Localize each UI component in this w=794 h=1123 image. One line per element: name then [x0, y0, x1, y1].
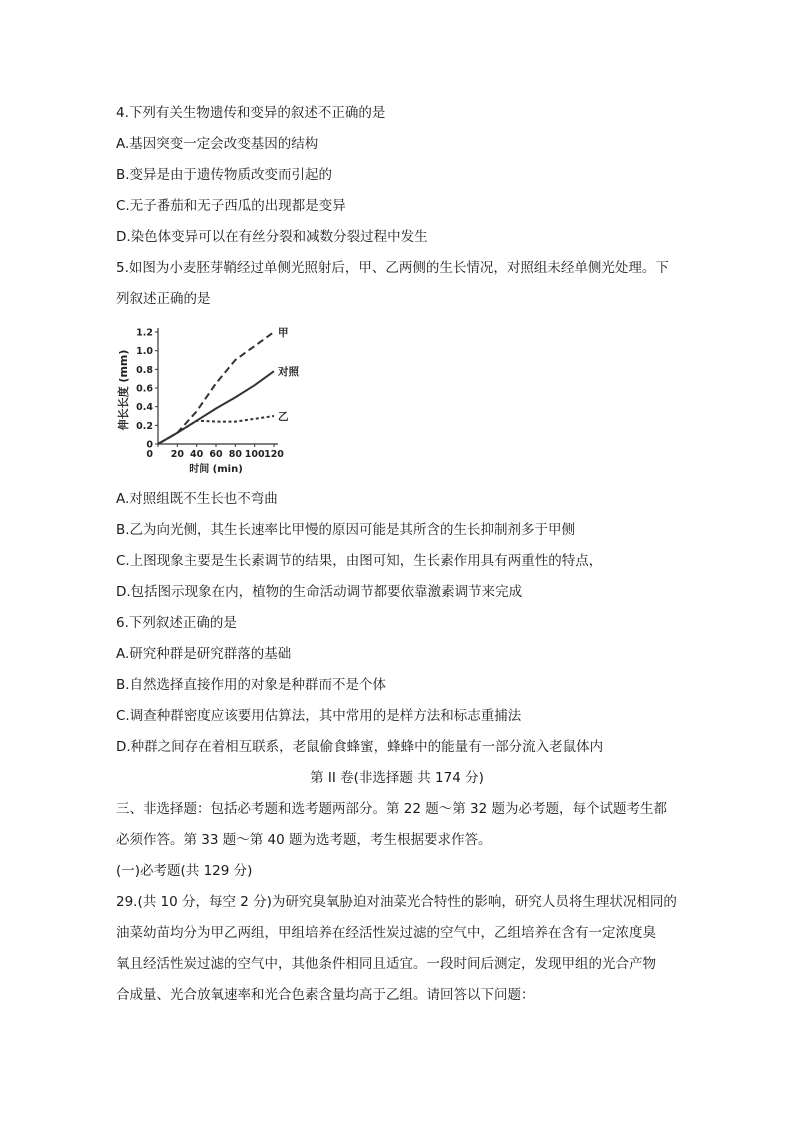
y-tick-label: 0.2 — [136, 420, 153, 432]
q5-option-b: B.乙为向光侧，其生长速率比甲慢的原因可能是其所含的生长抑制剂多于甲侧 — [116, 522, 576, 538]
y-tick-label: 0.8 — [136, 364, 153, 376]
section-heading: (一)必考题(共 129 分) — [116, 863, 253, 879]
x-tick-label: 80 — [228, 449, 242, 460]
part2-intro-line2: 必须作答。第 33 题～第 40 题为选考题，考生根据要求作答。 — [116, 832, 492, 848]
q4-stem: 4.下列有关生物遗传和变异的叙述不正确的是 — [116, 105, 386, 121]
q4-option-d: D.染色体变异可以在有丝分裂和减数分裂过程中发生 — [116, 229, 428, 245]
q6-option-a: A.研究种群是研究群落的基础 — [116, 646, 292, 662]
q5-option-a: A.对照组既不生长也不弯曲 — [116, 491, 278, 507]
q5-stem-line1: 5.如图为小麦胚芽鞘经过单侧光照射后，甲、乙两侧的生长情况，对照组未经单侧光处理。下 — [116, 260, 669, 276]
origin-label: 0 — [146, 449, 153, 460]
y-axis-label: 伸长长度 (mm) — [117, 349, 130, 431]
y-tick-label: 0 — [146, 439, 153, 451]
x-tick-label: 40 — [190, 449, 204, 460]
q5-stem-line2: 列叙述正确的是 — [116, 291, 211, 307]
x-tick-label: 100 — [244, 449, 265, 460]
q29-line2: 油菜幼苗均分为甲乙两组，甲组培养在经活性炭过滤的空气中，乙组培养在含有一定浓度臭 — [116, 925, 656, 941]
x-tick-label: 60 — [209, 449, 223, 460]
series-line — [158, 332, 274, 444]
q29-line3: 氧且经活性炭过滤的空气中，其他条件相同且适宜。一段时间后测定，发现甲组的光合产物 — [116, 956, 656, 972]
q29-line4: 合成量、光合放氧速率和光合色素含量均高于乙组。请回答以下问题： — [116, 987, 535, 1003]
part2-title: 第 II 卷(非选择题 共 174 分) — [310, 770, 484, 786]
q4-option-b: B.变异是由于遗传物质改变而引起的 — [116, 167, 333, 183]
y-tick-label: 1.0 — [136, 346, 153, 358]
q29-line1: 29.(共 10 分，每空 2 分)为研究臭氧胁迫对油菜光合特性的影响，研究人员将生理状况相同的 — [116, 894, 677, 910]
y-tick-label: 0.4 — [136, 402, 153, 414]
q5-option-c: C.上图现象主要是生长素调节的结果，由图可知，生长素作用具有两重性的特点， — [116, 553, 603, 569]
q6-option-b: B.自然选择直接作用的对象是种群而不是个体 — [116, 677, 387, 693]
y-tick-label: 0.6 — [136, 383, 153, 395]
series-line — [158, 371, 274, 444]
x-tick-label: 20 — [170, 449, 184, 460]
q6-option-d: D.种群之间存在着相互联系，老鼠偷食蜂蜜，蜂蜂中的能量有一部分流入老鼠体内 — [116, 739, 604, 755]
part2-intro-line1: 三、非选择题：包括必考题和选考题两部分。第 22 题～第 32 题为必考题，每个试题考生都 — [116, 801, 668, 817]
q6-option-c: C.调查种群密度应该要用估算法，其中常用的是样方法和标志重捕法 — [116, 708, 522, 724]
y-tick-label: 1.2 — [136, 327, 153, 339]
x-axis-label: 时间 (min) — [189, 464, 243, 475]
series-label: 乙 — [278, 411, 289, 423]
q6-stem: 6.下列叙述正确的是 — [116, 615, 237, 631]
q4-option-a: A.基因突变一定会改变基因的结构 — [116, 136, 319, 152]
series-label: 对照 — [278, 366, 299, 379]
growth-chart — [116, 318, 306, 476]
series-line — [158, 416, 274, 444]
q5-option-d: D.包括图示现象在内，植物的生命活动调节都要依靠激素调节来完成 — [116, 584, 523, 600]
x-tick-label: 120 — [264, 449, 284, 460]
q4-option-c: C.无子番茄和无子西瓜的出现都是变异 — [116, 198, 346, 214]
series-label: 甲 — [278, 327, 289, 339]
